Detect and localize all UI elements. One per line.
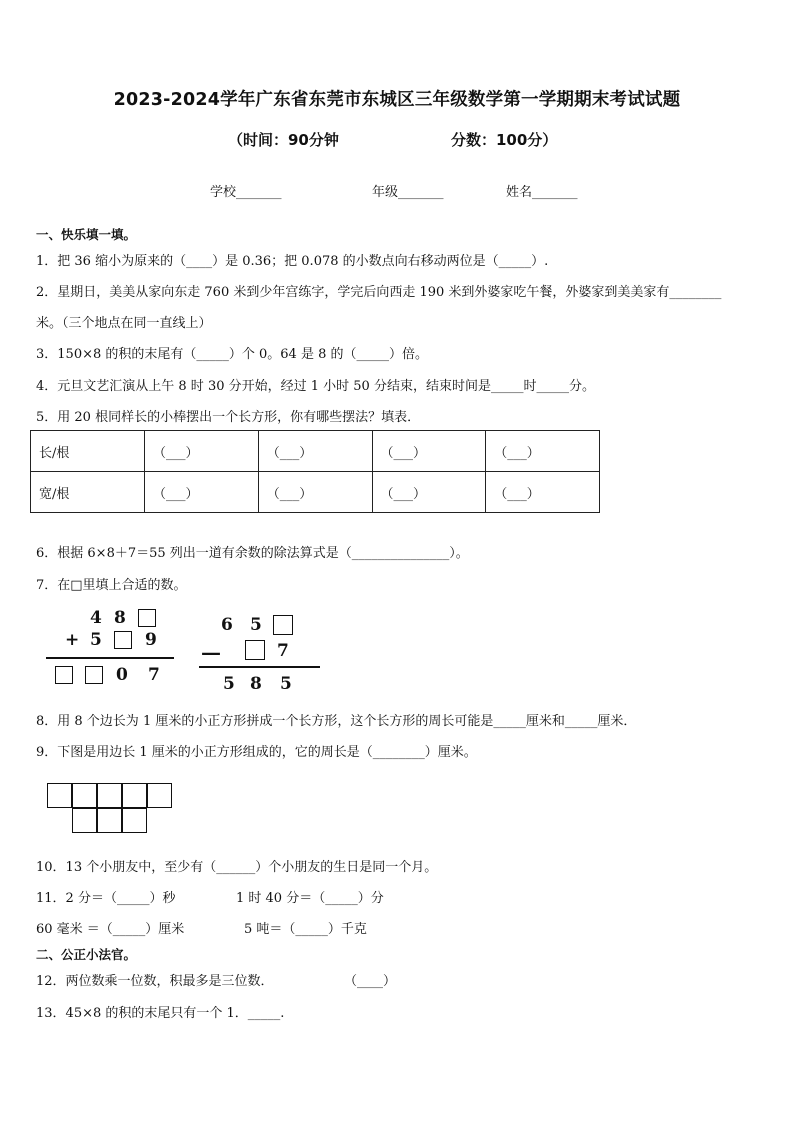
unit-square [147,783,172,808]
sub-result-digit: 5 [280,674,292,694]
question-7: 7．在□里填上合适的数。 [36,578,187,593]
row-label-length: 长/根 [31,431,145,472]
exam-time: （时间：90分钟 [228,131,339,149]
table-cell[interactable]: （___） [372,431,486,472]
table-cell[interactable]: （___） [258,472,372,513]
question-2[interactable]: 2．星期日，美美从家向东走 760 米到少年宫练字，学完后向西走 190 米到外婆家吃午餐，外婆家到美美家有________ [36,285,722,300]
table-cell[interactable]: （___） [486,431,600,472]
exam-score: 分数：100分） [451,131,558,149]
add-result-digit: 7 [148,665,160,685]
plus-sign: + [65,630,80,650]
table-row [31,472,600,513]
name-label: 姓名 [506,185,533,200]
table-row [31,431,600,472]
question-11b[interactable]: 1 时 40 分＝（_____）分 [236,891,384,906]
digit-box[interactable] [55,666,73,684]
unit-square [97,783,122,808]
grade-blank[interactable]: _______ [398,185,444,200]
unit-square [72,783,97,808]
digit-box[interactable] [273,615,293,635]
add-second-digit: 5 [90,630,102,650]
question-2-cont: 米。（三个地点在同一直线上） [36,316,212,331]
add-top-digit: 4 [90,608,102,628]
add-top-digit: 8 [114,608,126,628]
question-12: 12．两位数乘一位数，积最多是三位数． [36,974,274,989]
school-label: 学校 [210,185,237,200]
school-field [210,181,282,200]
question-10[interactable]: 10．13 个小朋友中，至少有（______）个小朋友的生日是同一个月。 [36,860,438,875]
add-result-digit: 0 [116,665,128,685]
question-4[interactable]: 4．元旦文艺汇演从上午 8 时 30 分开始，经过 1 小时 50 分结束，结束时间是_____时_____分。 [36,379,595,394]
question-6[interactable]: 6．根据 6×8＋7＝55 列出一道有余数的除法算式是（_______________）。 [36,546,469,561]
digit-box[interactable] [114,631,132,649]
difference-line [199,666,320,668]
grade-field [372,181,444,200]
unit-square [97,808,122,833]
row-label-width: 宽/根 [31,472,145,513]
sub-result-digit: 8 [250,674,262,694]
unit-square [122,808,147,833]
digit-box[interactable] [245,640,265,660]
school-blank[interactable]: _______ [236,185,282,200]
sub-result-digit: 5 [223,674,235,694]
answer-table [30,430,600,513]
question-11a[interactable]: 11．2 分＝（_____）秒 [36,891,176,906]
sum-line [46,657,174,659]
sub-second-digit: 7 [277,641,289,661]
name-blank[interactable]: _______ [532,185,578,200]
sub-top-digit: 5 [250,615,262,635]
question-11c[interactable]: 60 毫米 ＝（_____）厘米 [36,922,185,937]
add-second-digit: 9 [145,630,157,650]
question-12-blank[interactable]: （____） [344,974,397,989]
minus-sign: — [201,640,221,664]
unit-square [47,783,72,808]
table-cell[interactable]: （___） [145,431,259,472]
question-3[interactable]: 3．150×8 的积的末尾有（_____）个 0。64 是 8 的（_____）倍。 [36,347,428,362]
table-cell[interactable]: （___） [145,472,259,513]
question-8[interactable]: 8．用 8 个边长为 1 厘米的小正方形拼成一个长方形，这个长方形的周长可能是_____厘米和_____厘米． [36,714,637,729]
question-1[interactable]: 1．把 36 缩小为原来的（____）是 0.36；把 0.078 的小数点向右移动两位是（_____）. [36,254,549,269]
table-cell[interactable]: （___） [372,472,486,513]
digit-box[interactable] [85,666,103,684]
table-cell[interactable]: （___） [258,431,372,472]
digit-box[interactable] [138,609,156,627]
table-cell[interactable]: （___） [486,472,600,513]
section-1-title: 一、快乐填一填。 [36,227,137,242]
page-title: 2023-2024学年广东省东莞市东城区三年级数学第一学期期末考试试题 [113,90,681,110]
unit-square [122,783,147,808]
name-field [506,181,578,200]
unit-square [72,808,97,833]
question-9[interactable]: 9．下图是用边长 1 厘米的小正方形组成的，它的周长是（________）厘米。 [36,745,477,760]
section-2-title: 二、公正小法官。 [36,947,137,962]
question-5: 5．用 20 根同样长的小棒摆出一个长方形，你有哪些摆法？填表． [36,410,421,425]
question-11d[interactable]: 5 吨＝（_____）千克 [244,922,367,937]
grade-label: 年级 [372,185,399,200]
sub-top-digit: 6 [221,615,233,635]
question-13[interactable]: 13．45×8 的积的末尾只有一个 1．_____. [36,1006,285,1021]
